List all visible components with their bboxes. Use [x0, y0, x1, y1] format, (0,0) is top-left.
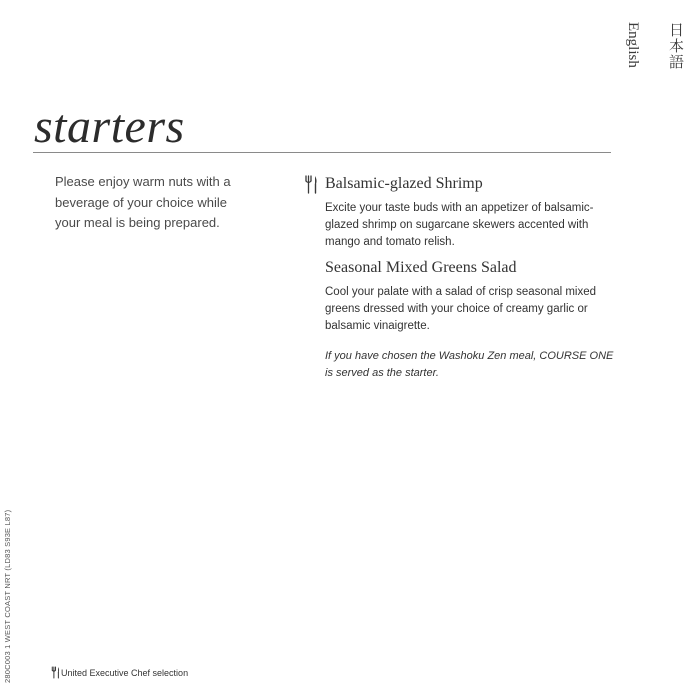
intro-text: Please enjoy warm nuts with a beverage of your choice while your meal is being prepared.	[55, 174, 231, 230]
title-divider	[33, 152, 611, 153]
dish-description: Excite your taste buds with an appetizer of balsamic-glazed shrimp on sugarcane skewers accented with mango and tomato relish.	[325, 202, 594, 248]
section-title: starters	[34, 100, 185, 153]
dish-seasonal-mixed-greens-salad	[325, 258, 615, 335]
washoku-note: If you have chosen the Washoku Zen meal, COURSE ONE is served as the starter.	[325, 350, 614, 379]
dish-description: Cool your palate with a salad of crisp seasonal mixed greens dressed with your choice of creamy garlic or balsamic vinaigrette.	[325, 286, 597, 332]
dish-name: Seasonal Mixed Greens Salad	[325, 259, 517, 276]
dish-balsamic-glazed-shrimp	[325, 174, 615, 251]
chef-selection-legend: United Executive Chef selection	[61, 668, 189, 678]
fork-knife-icon	[304, 175, 318, 194]
fork-knife-icon	[51, 666, 60, 679]
dish-name: Balsamic-glazed Shrimp	[325, 175, 483, 192]
print-code: 280C003 1 WEST COAST NRT (LD83 S93E L87)	[3, 509, 12, 683]
language-tab-english[interactable]: English	[625, 22, 641, 68]
language-tab-japanese[interactable]: 日本語	[667, 22, 683, 70]
